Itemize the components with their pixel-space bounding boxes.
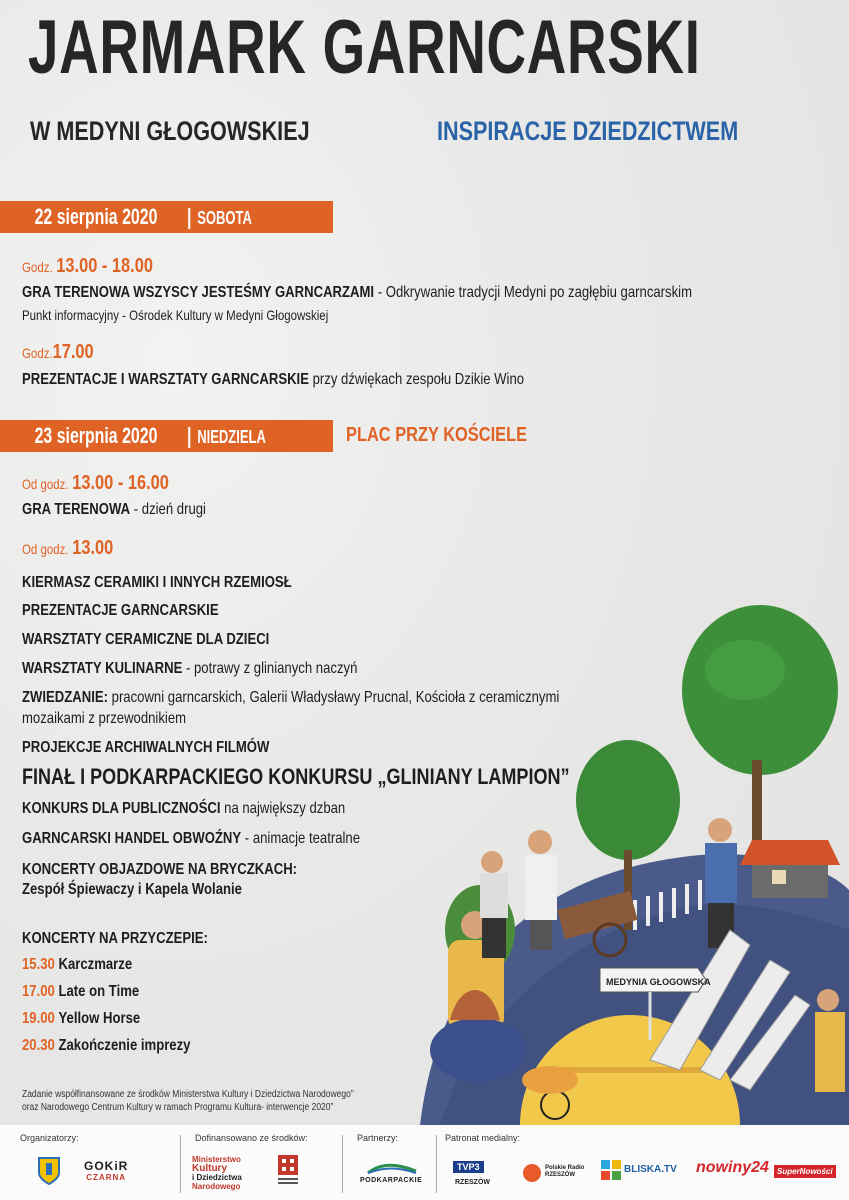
ministry-logo-line: Ministerstwo [192, 1155, 241, 1164]
footnote-line: Zadanie współfinansowane ze środków Ministerstwa Kultury i Dziedzictwa Narodowego” [22, 1089, 354, 1100]
tvp3-logo-sub: RZESZÓW [455, 1179, 490, 1186]
item-rest: na największy dzban [220, 800, 346, 817]
item-bold: KONCERTY OBJAZDOWE NA BRYCZKACH: [22, 861, 298, 878]
item-bold: WARSZTATY CERAMICZNE DLA DZIECI [22, 631, 270, 648]
concert-time: 17.00 [22, 983, 55, 1000]
poster-subtitle-theme: INSPIRACJE DZIEDZICTWEM [437, 116, 739, 146]
man-right-figure [705, 818, 737, 948]
day2-separator: | [187, 423, 192, 448]
poster-title: JARMARK GARNCARSKI [28, 5, 701, 90]
item-bold: ZWIEDZANIE: [22, 689, 108, 706]
day2-date-band [0, 420, 333, 452]
day2-event1-line [22, 501, 206, 519]
day1-event2-time-row [22, 341, 94, 364]
item-rest: mozaikami z przewodnikiem [22, 710, 187, 727]
sponsors-footer [0, 1125, 849, 1200]
cart-man-figure [480, 851, 508, 958]
bliska-tv-icon [600, 1159, 622, 1181]
tree-crown-mid [576, 740, 680, 860]
nowiny24-logo: nowiny24 [696, 1159, 769, 1176]
house-wall [752, 862, 828, 898]
concert-row [22, 1037, 190, 1055]
ministry-logo [192, 1155, 242, 1191]
item-bold: PROJEKCJE ARCHIWALNYCH FILMÓW [22, 739, 270, 756]
concert-time: 20.30 [22, 1037, 55, 1054]
polskie-radio-logo: Polskie Radio RZESZÓW [545, 1165, 585, 1178]
time-value: 17.00 [52, 341, 94, 363]
gokir-logo-text: GOKiR [84, 1159, 129, 1173]
item-bold: KIERMASZ CERAMIKI I INNYCH RZEMIOSŁ [22, 574, 292, 591]
divider [180, 1135, 181, 1193]
concert-row [22, 1010, 140, 1028]
podkarpackie-logo-text: PODKARPACKIE [360, 1177, 423, 1184]
ministry-logo-line: i Dziedzictwa [192, 1173, 242, 1182]
village-illustration [400, 600, 849, 1125]
day2-weekday: NIEDZIELA [197, 427, 267, 447]
event-desc: - dzień drugi [130, 501, 206, 518]
divider [342, 1135, 343, 1193]
time-value: 13.00 [72, 537, 114, 559]
concert-name: Karczmarze [58, 956, 133, 973]
ministry-logo-line: Narodowego [192, 1182, 241, 1191]
funding-footnote [22, 1088, 354, 1114]
podkarpackie-logo-icon [366, 1161, 418, 1175]
item-bold: GARNCARSKI HANDEL OBWOŹNY [22, 830, 242, 847]
item-bold: PREZENTACJE GARNCARSKIE [22, 602, 219, 619]
item-bold: WARSZTATY KULINARNE [22, 660, 183, 677]
concert-time: 15.30 [22, 956, 55, 973]
concert-name: Zakończenie imprezy [58, 1037, 191, 1054]
time-label: Od godz. [22, 541, 69, 557]
media-label: Patronat medialny: [445, 1133, 521, 1143]
day1-separator: | [187, 204, 192, 229]
day1-date-band [0, 201, 333, 233]
item-rest: pracowni garncarskich, Galerii Władysławy Prucnal, Kościoła z ceramicznymi [107, 689, 560, 706]
ministry-logo-line: Kultury [192, 1163, 227, 1174]
final-contest-line: FINAŁ I PODKARPACKIEGO KONKURSU „GLINIANY LAMPION” [22, 764, 570, 789]
super-nowosci-logo: SuperNowości [774, 1165, 836, 1178]
day2-place: PLAC PRZY KOŚCIELE [346, 424, 528, 446]
tvp3-logo: TVP3 [453, 1161, 484, 1173]
funding-label: Dofinansowano ze środków: [195, 1133, 308, 1143]
concert-row [22, 956, 132, 974]
nck-logo-icon [276, 1153, 300, 1187]
program-item [22, 631, 269, 649]
day1-weekday: SOBOTA [197, 208, 253, 228]
concert-name: Yellow Horse [58, 1010, 141, 1027]
poster-subtitle-location: W MEDYNI GŁOGOWSKIEJ [30, 116, 310, 146]
organizers-label: Organizatorzy: [20, 1133, 79, 1143]
day1-date: 22 sierpnia 2020 [34, 204, 158, 229]
gokir-logo [84, 1159, 128, 1182]
day1-event1-time-row [22, 255, 153, 278]
program-item [22, 710, 186, 728]
program-item [22, 739, 269, 757]
program-item [22, 800, 345, 818]
program-item [22, 830, 360, 848]
gokir-logo-sub: CZARNA [86, 1173, 127, 1182]
item-bold: Zespół Śpiewaczy i Kapela Wolanie [22, 881, 242, 898]
item-rest: - animacje teatralne [241, 830, 361, 847]
event-title: GRA TERENOWA WSZYSCY JESTEŚMY GARNCARZAMI [22, 284, 375, 301]
event-desc: - Odkrywanie tradycji Medyni po zagłębiu garncarskim [374, 284, 693, 301]
event-title: GRA TERENOWA [22, 501, 131, 518]
partners-label: Partnerzy: [357, 1133, 399, 1143]
divider [436, 1135, 437, 1193]
time-label: Godz. [22, 345, 53, 361]
day1-event1-info: Punkt informacyjny - Ośrodek Kultury w Medyni Głogowskiej [22, 307, 329, 323]
concerts-title: KONCERTY NA PRZYCZEPIE: [22, 930, 208, 947]
concert-name: Late on Time [58, 983, 140, 1000]
event-desc: przy dźwiękach zespołu Dzikie Wino [308, 371, 525, 388]
item-bold: KONKURS DLA PUBLICZNOŚCI [22, 800, 221, 817]
time-value: 13.00 - 16.00 [72, 472, 169, 494]
time-label: Godz. [22, 259, 53, 275]
program-item [22, 574, 292, 592]
item-rest: - potrawy z glinianych naczyń [182, 660, 358, 677]
time-label: Od godz. [22, 476, 69, 492]
day2-event1-time-row [22, 472, 169, 495]
road-sign-text: MEDYNIA GŁOGOWSKA [606, 977, 711, 987]
program-item [22, 861, 297, 879]
polskie-radio-icon [522, 1163, 542, 1183]
bliska-tv-logo: BLISKA.TV [624, 1164, 677, 1175]
day2-date: 23 sierpnia 2020 [34, 423, 158, 448]
concert-row [22, 983, 139, 1001]
footnote-line: oraz Narodowego Centrum Kultury w ramach Programu Kultura- interwencje 2020” [22, 1102, 334, 1113]
program-item [22, 660, 357, 678]
concert-time: 19.00 [22, 1010, 55, 1027]
house-roof [740, 840, 840, 865]
program-item [22, 602, 219, 620]
coat-of-arms-icon [38, 1157, 60, 1185]
time-value: 13.00 - 18.00 [56, 255, 153, 277]
day1-event1-line [22, 284, 692, 302]
day1-event2-line [22, 371, 524, 389]
day2-event2-time-row [22, 537, 113, 560]
program-item [22, 881, 242, 899]
event-title: PREZENTACJE I WARSZTATY GARNCARSKIE [22, 371, 309, 388]
